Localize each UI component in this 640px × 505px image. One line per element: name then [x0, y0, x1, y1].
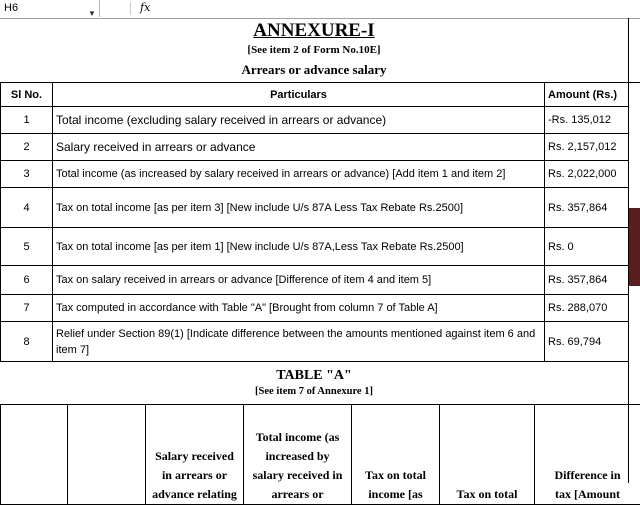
row-particulars[interactable]: Tax on total income [as per item 3] [New include U/s 87A Less Tax Rebate Rs.2500] — [53, 188, 545, 228]
row-amount[interactable]: Rs. 2,022,000 — [545, 161, 629, 188]
table-a-col-year[interactable] — [68, 405, 146, 505]
particulars-header: Particulars — [53, 83, 545, 107]
row-sl[interactable]: 5 — [1, 228, 53, 266]
table-row — [1, 134, 629, 161]
annexure-header — [0, 18, 640, 83]
row-sl[interactable]: 4 — [1, 188, 53, 228]
amount-header: Amount (Rs.) — [545, 83, 629, 107]
sl-no-header: Sl No. — [1, 83, 53, 107]
table-a — [0, 404, 640, 505]
arrears-table — [0, 82, 629, 362]
row-particulars[interactable]: Tax on salary received in arrears or advance [Difference of item 4 and item 5] — [53, 266, 545, 295]
row-particulars[interactable]: Tax computed in accordance with Table "A" [Brought from column 7 of Table A] — [53, 295, 545, 322]
worksheet — [0, 18, 640, 83]
annexure-caption: Arrears or advance salary — [0, 62, 628, 78]
table-a-header-row — [1, 405, 640, 505]
table-row — [1, 322, 629, 362]
table-a-col-tax-total-income[interactable]: Tax on total income [as — [352, 405, 440, 505]
table-a-subtitle: [See item 7 of Annexure 1] — [0, 386, 628, 397]
row-amount[interactable]: Rs. 0 — [545, 228, 629, 266]
table-row — [1, 266, 629, 295]
table-a-title: TABLE "A" — [0, 368, 628, 384]
cell-reference: H6 — [4, 2, 18, 14]
row-sl[interactable]: 8 — [1, 322, 53, 362]
name-box[interactable] — [0, 0, 100, 17]
row-sl[interactable]: 7 — [1, 295, 53, 322]
row-sl[interactable]: 1 — [1, 107, 53, 134]
table-row — [1, 188, 629, 228]
function-icon[interactable]: fx — [140, 1, 150, 14]
annexure-subtitle: [See item 2 of Form No.10E] — [0, 44, 628, 56]
table-row — [1, 161, 629, 188]
row-sl[interactable]: 6 — [1, 266, 53, 295]
chevron-down-icon[interactable]: ▼ — [88, 5, 96, 22]
table-a-col-salary-arrears[interactable]: Salary received in arrears or advance relating — [146, 405, 244, 505]
row-sl[interactable]: 2 — [1, 134, 53, 161]
row-particulars[interactable]: Salary received in arrears or advance — [53, 134, 545, 161]
table-header-row — [1, 83, 629, 107]
row-particulars[interactable]: Relief under Section 89(1) [Indicate difference between the amounts mentioned against item 6 and item 7] — [53, 322, 545, 362]
row-sl[interactable]: 3 — [1, 161, 53, 188]
row-amount[interactable]: Rs. 288,070 — [545, 295, 629, 322]
row-amount[interactable]: Rs. 357,864 — [545, 266, 629, 295]
row-amount[interactable]: Rs. 69,794 — [545, 322, 629, 362]
table-a-col-total-income[interactable]: Total income (as increased by salary received in arrears or — [244, 405, 352, 505]
table-row — [1, 228, 629, 266]
row-amount[interactable]: Rs. 357,864 — [545, 188, 629, 228]
table-a-col-tax-total[interactable]: Tax on total — [440, 405, 535, 505]
table-row — [1, 107, 629, 134]
row-amount[interactable]: Rs. 2,157,012 — [545, 134, 629, 161]
table-a-col-sl[interactable] — [1, 405, 68, 505]
formula-bar — [0, 0, 640, 19]
row-particulars[interactable]: Tax on total income [as per item 1] [New include U/s 87A,Less Tax Rebate Rs.2500] — [53, 228, 545, 266]
row-particulars[interactable]: Total income (as increased by salary received in arrears or advance) [Add item 1 and item 2] — [53, 161, 545, 188]
table-row — [1, 295, 629, 322]
side-strip — [628, 208, 640, 286]
formula-bar-divider — [130, 2, 131, 15]
table-a-col-difference[interactable]: Difference in tax [Amount — [535, 405, 640, 505]
annexure-title: ANNEXURE-I — [0, 20, 628, 42]
row-amount[interactable]: -Rs. 135,012 — [545, 107, 629, 134]
row-particulars[interactable]: Total income (excluding salary received in arrears or advance) — [53, 107, 545, 134]
